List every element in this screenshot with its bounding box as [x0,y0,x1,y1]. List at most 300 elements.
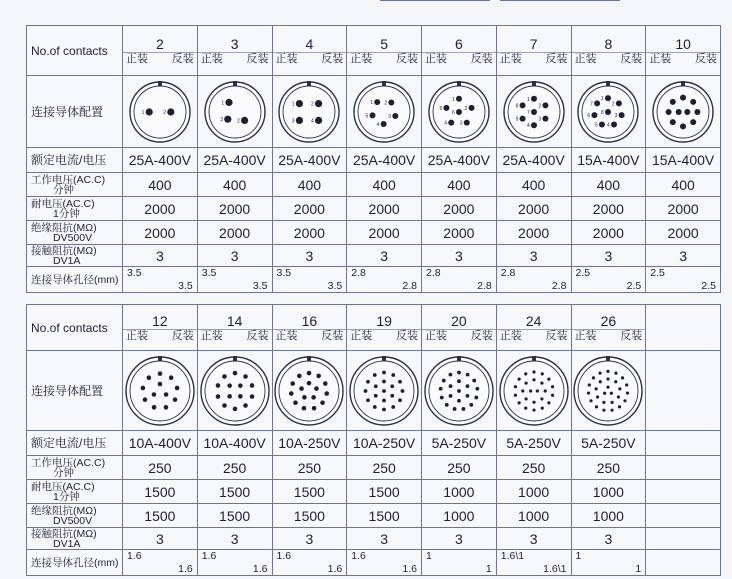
connector-key [307,81,311,86]
pin-number: 4 [526,122,530,129]
front-mount-label: 正装 [275,330,298,342]
hole-cell [496,267,571,293]
contacts-number: 19 [376,313,392,329]
withstand-cell: 1500 [123,480,198,504]
label-config: 连接导体配置 [27,76,123,148]
contacts-number: 3 [230,36,239,52]
connector-pin [243,403,248,408]
connector-pin [227,394,232,399]
connector-pin [524,397,527,400]
config-cell [123,76,198,148]
connector-pin [521,389,524,392]
contacts-number: 6 [454,36,463,52]
connector-key [382,81,386,86]
connector-pin [624,399,627,402]
connector-pin [173,397,178,402]
connector-pin [391,373,395,377]
connector-pin [532,378,535,381]
connector-pin [373,373,377,377]
contacts-number: 26 [600,313,617,329]
pin-number: 1 [451,96,455,103]
mount-type-labels [422,329,496,343]
rated-cell: 10A-400V [197,431,272,456]
connector-pin [547,377,550,380]
config-cell [571,351,646,431]
connector-face [504,361,564,421]
connector-pin [382,398,386,402]
connector-pin [626,391,629,394]
connector-pin [140,385,145,390]
label-config: 连接导体配置 [27,351,123,431]
withstand-cell: 1500 [347,480,422,504]
connector-face [283,86,335,138]
connector-diagram-14pin [199,355,271,427]
connector-pin [513,393,516,396]
contacts-header-cell [123,26,198,76]
hole-values [646,267,720,292]
connector-pin [670,119,676,125]
connector-pin [531,95,537,101]
label-work-voltage [27,173,123,197]
connector-pin [224,115,231,122]
label-insulation-line: 绝缘阻抗(MΩ) [31,504,97,517]
label-work-voltage-line: 分钟 [53,183,74,196]
reverse-mount-label: 反装 [171,330,194,342]
connector-diagram-16pin [273,355,345,427]
contacts-number: 14 [226,313,243,329]
connector-pin [469,402,473,406]
connector-diagram-5pin [352,80,416,144]
config-cell [496,351,571,431]
connector-pin [680,94,686,100]
label-insulation-line: 绝缘阻抗(MΩ) [31,221,97,234]
reverse-mount-label: 反装 [545,53,568,65]
front-mount-label: 正装 [350,330,373,342]
front-mount-label: 正装 [425,53,447,65]
withstand-cell: 2000 [123,197,198,221]
connector-diagram-4pin [277,80,341,144]
connector-pin [225,98,232,105]
connector-key [532,81,536,86]
connector-pin [599,371,602,374]
connector-pin [238,383,243,388]
label-contact-res-line: 接触阻抗(MΩ) [31,527,97,540]
connector-pin [543,389,546,392]
hole-cell [272,267,347,293]
work-voltage-cell: 250 [571,456,646,480]
work-voltage-cell: 250 [422,456,497,480]
connector-pin [323,381,328,386]
reverse-mount-label: 反装 [470,53,493,65]
connector-pin [615,380,618,383]
hole-cell [646,550,721,576]
mount-type-labels [572,52,646,66]
connector-pin [238,394,243,399]
contacts-number: 24 [525,313,542,329]
connector-pin [152,392,157,397]
reverse-mount-label: 反装 [171,53,194,65]
hole-front-value: 1 [575,550,582,562]
pin-number: 4 [376,121,380,128]
contact-res-cell: 3 [571,528,646,550]
connector-pin [690,119,696,125]
work-voltage-cell: 400 [646,173,721,197]
label-rated [27,431,123,456]
hole-values [422,550,496,575]
reverse-mount-label: 反装 [396,330,418,342]
connector-pin [607,377,610,380]
connector-pin [364,389,368,393]
reverse-mount-label: 反装 [545,330,568,342]
label-contact-res [27,245,123,267]
pin-number: 4 [444,120,447,127]
contact-res-cell: 3 [496,245,571,267]
pin-number: 4 [607,122,611,129]
work-voltage-cell: 400 [123,173,198,197]
connector-pin [618,405,621,408]
connector-pin [540,397,543,400]
connector-pin [599,121,605,127]
hole-reverse-value: 1.6\1 [543,563,567,575]
connector-pin [617,395,620,398]
withstand-cell: 2000 [197,197,272,221]
connector-pin [465,394,469,398]
connector-pin [390,393,394,397]
connector-pin [616,100,622,106]
pin-number: 2 [163,109,166,116]
front-mount-label: 正装 [425,330,447,342]
reverse-mount-label: 反装 [246,53,269,65]
connector-pin [551,393,554,396]
insulation-cell: 2000 [123,221,198,245]
pin-number: 5 [365,112,369,119]
config-cell [272,351,347,431]
hole-reverse-value: 1.6 [402,563,417,575]
insulation-cell: 1000 [571,504,646,528]
label-insulation-line: DV500V [53,514,93,527]
rated-cell: 15A-400V [646,148,721,173]
connector-pin [164,392,169,397]
connector-pin [592,376,595,379]
pin-number: 3 [614,112,618,119]
front-mount-label: 正装 [126,330,148,342]
connector-diagram-24pin [498,355,570,427]
connector-pin [531,122,537,128]
contacts-header-cell [422,26,497,76]
connector-pin [169,375,174,380]
hole-front-value: 1.6 [127,550,142,562]
mount-type-labels [123,329,197,343]
contacts-header-cell [571,305,646,351]
mount-type-labels [422,52,496,66]
contact-res-cell: 3 [123,528,198,550]
rated-cell [646,431,721,456]
contacts-header-cell [197,26,272,76]
contacts-number: 4 [305,36,314,52]
connector-pin [472,378,476,382]
connector-pin [666,109,672,115]
rated-row [27,148,721,173]
connector-pin [670,98,676,104]
config-cell [347,76,422,148]
insulation-cell: 2000 [571,221,646,245]
connector-pin [524,372,527,375]
contacts-header-cell [646,305,721,351]
connector-diagram-20pin [423,355,495,427]
label-withstand-line: 1分钟 [53,207,80,220]
work-voltage-row [27,173,721,197]
label-hole: 连接导体孔径(mm) [27,550,123,576]
hole-reverse-value: 3.5 [327,280,343,292]
connector-key [532,356,536,361]
hole-values [347,267,421,292]
connector-pin [684,109,690,115]
contact-res-cell: 3 [272,245,347,267]
config-cell [422,351,497,431]
front-mount-label: 正装 [275,53,298,65]
label-work-voltage-line: 分钟 [53,466,74,479]
spec-table-1 [26,25,721,293]
insulation-cell [646,504,721,528]
withstand-cell: 2000 [646,197,721,221]
hole-front-value: 3.5 [201,267,217,279]
pin-number: 5 [439,105,443,112]
connector-pin [457,370,461,374]
front-mount-label: 正装 [200,53,223,65]
label-withstand [27,197,123,221]
label-insulation [27,221,123,245]
connector-diagram-10pin [651,80,715,144]
pin-number: 1 [221,99,224,106]
label-work-voltage-line: 工作电压(AC.C) [31,456,106,469]
config-cell [496,76,571,148]
connector-pin [398,379,402,383]
connector-pin [302,395,307,400]
connector-pin [374,99,380,105]
connector-pin [215,383,220,388]
insulation-cell: 1500 [272,504,347,528]
insulation-cell: 1000 [496,504,571,528]
connector-pin [456,95,462,101]
hole-front-value: 2.8 [351,267,366,279]
contacts-header-cell [272,305,347,351]
hole-cell [571,267,646,293]
contact-res-cell: 3 [197,528,272,550]
label-contact-res-line: DV1A [53,537,81,550]
connector-pin [312,395,317,400]
work-voltage-cell: 250 [272,456,347,480]
work-voltage-cell [646,456,721,480]
connector-pin [297,373,302,378]
pin-number: 2 [612,100,616,107]
pin-number: 1 [370,99,374,106]
contact-res-cell: 3 [272,528,347,550]
pin-number: 1 [601,95,605,102]
connector-pin [475,386,479,390]
connector-pin [619,387,622,390]
label-work-voltage-line: 工作电压(AC.C) [31,173,106,186]
connector-key [606,81,610,86]
contacts-number: 10 [675,36,691,52]
connector-key [158,356,162,361]
connector-pin [373,405,377,409]
reverse-mount-label: 反装 [396,53,418,65]
work-voltage-cell: 250 [123,456,198,480]
pin-number: 3 [292,117,295,124]
connector-diagram-3pin [203,80,267,144]
work-voltage-cell: 250 [197,456,272,480]
connector-pin [457,379,461,383]
rated-cell: 10A-250V [347,431,422,456]
hole-cell [422,550,497,576]
withstand-cell: 2000 [422,197,497,221]
connector-pin [382,389,386,393]
connector-pin [464,119,470,125]
hole-reverse-value: 2.8 [477,280,492,292]
pin-number: 7 [526,109,530,116]
label-withstand-line: 1分钟 [53,490,80,503]
reverse-mount-label: 反装 [321,53,344,65]
connector-pin [366,398,370,402]
hole-front-value: 1.6 [351,550,366,562]
connector-pin [152,405,157,410]
connector-pin [540,406,543,409]
reverse-mount-label: 反装 [620,330,643,342]
connector-pin [294,400,299,405]
front-mount-label: 正装 [499,330,522,342]
config-cell [571,76,646,148]
connector-face [130,361,190,421]
pin-number: 2 [311,101,315,108]
hole-reverse-value: 3.5 [178,280,193,292]
connector-pin [532,400,535,403]
connector-key [681,81,685,86]
contacts-header-cell [347,305,422,351]
contacts-number: 20 [451,313,467,329]
contacts-number: 5 [380,36,389,52]
connector-pin [540,372,543,375]
pin-number: 7 [590,100,594,107]
connector-pin [695,109,701,115]
connector-pin [540,381,543,384]
hole-cell [197,267,272,293]
mount-type-labels [273,52,347,66]
front-mount-label: 正装 [200,330,223,342]
connector-pin [382,407,386,411]
insulation-cell: 2000 [197,221,272,245]
contact-res-cell: 3 [571,245,646,267]
connector-pin [676,109,682,115]
mount-type-labels [572,329,646,343]
contacts-number: 7 [529,36,538,52]
withstand-row [27,197,721,221]
label-withstand-line: 耐电压(AC.C) [31,197,95,210]
connector-pin [607,385,610,388]
connector-diagram-7pin [502,80,566,144]
connector-pin [453,407,457,411]
contact-res-cell: 3 [347,528,422,550]
connector-pin [595,405,598,408]
reverse-mount-label: 反装 [246,330,269,342]
connector-pin [291,381,296,386]
work-voltage-cell: 400 [422,173,497,197]
label-work-voltage [27,456,123,480]
connector-pin [321,400,326,405]
contacts-header-cell [347,26,422,76]
connector-pin [592,112,598,118]
connector-diagram-19pin [348,355,420,427]
pin-number: 3 [459,120,463,127]
rated-row [27,431,721,456]
connector-pin [603,391,606,394]
connector-pin [145,108,152,115]
connector-diagram-12pin [124,355,196,427]
connector-pin [535,389,538,392]
connector-pin [442,378,446,382]
connector-pin [300,386,305,391]
connector-pin [315,386,320,391]
label-insulation [27,504,123,528]
hole-values [572,550,646,575]
withstand-cell: 2000 [272,197,347,221]
connector-pin [542,115,548,121]
withstand-cell: 2000 [496,197,571,221]
connector-pin [457,389,461,393]
connector-pin [680,123,686,129]
connector-pin [517,401,520,404]
config-cell [272,76,347,148]
contact-res-cell: 3 [123,245,198,267]
insulation-row [27,504,721,528]
connector-pin [167,108,174,115]
hole-reverse-value: 2.5 [701,280,716,292]
hole-cell [347,267,422,293]
pin-number: 5 [515,116,518,123]
pin-number: 4 [311,117,315,124]
connector-pin [215,394,220,399]
withstand-cell: 1000 [571,480,646,504]
insulation-cell: 2000 [646,221,721,245]
contact-res-cell: 3 [197,245,272,267]
connector-pin [440,395,444,399]
connector-pin [590,399,593,402]
connector-pin [621,376,624,379]
pin-number: 5 [595,122,599,129]
label-hole: 连接导体孔径(mm) [27,267,123,293]
label-withstand-line: 耐电压(AC.C) [31,480,95,493]
connector-pin [603,400,606,403]
hole-front-value: 2.5 [650,267,665,279]
contacts-number: 8 [604,36,613,52]
front-mount-label: 正装 [649,53,672,65]
connector-pin [381,120,387,126]
pin-number: 2 [236,117,240,124]
rated-cell: 25A-400V [197,148,272,173]
hole-cell [123,550,198,576]
connector-key [233,356,237,361]
connector-pin [611,408,614,411]
work-voltage-cell: 400 [496,173,571,197]
connector-pin [315,100,322,107]
contacts-header-cell [496,305,571,351]
rated-cell: 25A-400V [272,148,347,173]
hole-front-value: 3.5 [127,267,142,279]
hole-cell [272,550,347,576]
rated-cell: 5A-250V [496,431,571,456]
connector-pin [529,389,532,392]
hole-values [572,267,646,292]
hole-values [422,267,496,292]
